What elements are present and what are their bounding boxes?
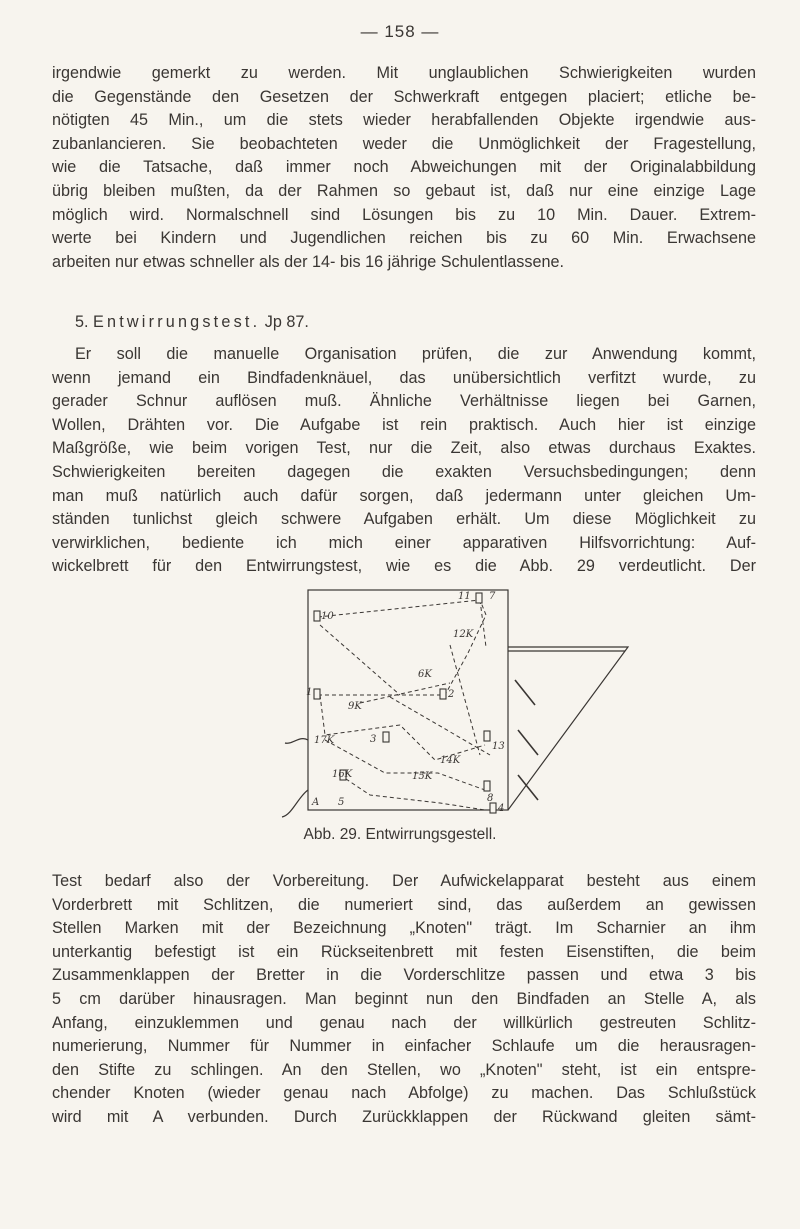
paragraph-3 <box>52 870 756 1130</box>
knot-label: 17K <box>314 735 335 746</box>
slot-label: 13 <box>492 741 505 752</box>
section-heading <box>75 311 675 335</box>
slot-label: 10 <box>321 611 334 622</box>
text-line: Zusammenklappen der Bretter in die Vorderschlitze passen und etwa 3 bis <box>52 966 756 985</box>
knot-label: 16K <box>332 769 353 780</box>
text-line: Anfang, einzuklemmen und genau nach der willkürlich gestreuten Schlitz- <box>52 1013 756 1032</box>
pin-mark <box>518 775 538 800</box>
text-line: man muß natürlich auch dafür sorgen, daß jedermann unter gleichen Um- <box>52 486 756 505</box>
text-line: chender Knoten (wieder genau nach Abfolge) zu machen. Das Schlußstück <box>52 1084 756 1103</box>
knot-label: 9K <box>348 701 362 712</box>
paragraph-2 <box>52 343 756 579</box>
slot-label: 2 <box>448 689 455 700</box>
figure-caption: Abb. 29. Entwirrungsgestell. <box>303 826 497 843</box>
knot-label: 6K <box>418 669 432 680</box>
text-line: Stellen Marken mit der Bezeichnung „Knoten" trägt. Im Scharnier an ihm <box>52 919 756 938</box>
slot-label: 8 <box>487 793 494 804</box>
text-line: irgendwie gemerkt zu werden. Mit unglaublichen Schwierigkeiten wurden <box>52 64 756 82</box>
text-line: die Gegenstände den Gesetzen der Schwerkraft entgegen placiert; etliche be- <box>52 87 756 106</box>
paragraph-1 <box>52 62 756 274</box>
text-line: 5 cm darüber hinausragen. Man beginnt nun den Bindfaden an Stelle A, als <box>52 989 756 1008</box>
section-title: Entwirrungstest. <box>93 313 261 331</box>
text-line: wird mit A verbunden. Durch Zurückklappen der Rückwand gleiten sämt- <box>52 1107 756 1126</box>
text-line: Vorderbrett mit Schlitzen, die numeriert sind, das außerdem an gewissen <box>52 895 756 914</box>
text-line: unterkantig befestigt ist ein Rückseitenbrett mit festen Eisenstiften, die beim <box>52 942 756 961</box>
slot-label: 5 <box>338 797 345 808</box>
text-line: Test bedarf also der Vorbereitung. Der Aufwickelapparat besteht aus einem <box>52 872 756 890</box>
text-line: gerader Schnur auflösen muß. Ähnliche Verhältnisse liegen bei Garnen, <box>52 392 756 411</box>
text-line: ständen tunlichst gleich schwere Aufgaben erhält. Um diese Möglichkeit zu <box>52 510 756 529</box>
text-line: zubanlancieren. Sie beobachteten weder die Unmöglichkeit der Fragestellung, <box>52 134 756 153</box>
string-curve <box>285 739 308 744</box>
slot-markers <box>314 593 496 813</box>
slot-label: 11 <box>458 591 471 602</box>
section-reference: Jp 87. <box>264 313 309 331</box>
section-number: 5. <box>75 313 89 331</box>
text-line: wie die Tatsache, daß immer noch Abweichungen mit der Originalabbildung <box>52 158 756 177</box>
slot-label: 3 <box>370 734 377 745</box>
slot-label: 7 <box>489 591 496 602</box>
text-line: verwirklichen, bediente ich mich einer apparativen Hilfsvorrichtung: Auf- <box>52 533 756 552</box>
knot-label: 12K <box>453 629 474 640</box>
string-curve <box>282 790 308 817</box>
text-line: arbeiten nur etwas schneller als der 14- bis 16 jährige Schulentlassene. <box>52 252 565 271</box>
untangling-board-figure <box>280 585 640 845</box>
text-line: den Stifte zu schlingen. An den Stellen, wo „Knoten" steht, ist ein entspre- <box>52 1060 756 1079</box>
text-line: möglich wird. Normalschnell sind Lösungen bis zu 10 Min. Dauer. Extrem- <box>52 205 756 224</box>
text-line: wenn jemand ein Bindfadenknäuel, das unübersichtlich verfitzt wurde, zu <box>52 368 756 387</box>
text-line: übrig bleiben mußten, da der Rahmen so gebaut ist, daß nur eine einzige Lage <box>52 181 756 200</box>
slot-label: 1 <box>306 687 313 698</box>
text-line: numerierung, Nummer für Nummer in einfacher Schlaufe um die herausragen- <box>52 1037 756 1056</box>
text-line: Er soll die manuelle Organisation prüfen, die zur Anwendung kommt, <box>75 345 756 363</box>
text-line: Maßgröße, wie beim vorigen Test, nur die Zeit, also etwas durchaus Exaktes. <box>52 439 756 458</box>
text-line: Schwierigkeiten bereiten dagegen die exakten Versuchsbedingungen; denn <box>52 462 756 481</box>
slot-label: 4 <box>498 803 505 814</box>
start-label: A <box>312 797 320 808</box>
knot-label: 14K <box>440 755 461 766</box>
text-line: nötigten 45 Min., um die stets wieder herabfallenden Objekte irgendwie aus- <box>52 111 756 130</box>
pin-mark <box>518 730 538 755</box>
text-line: wickelbrett für den Entwirrungstest, wie es die Abb. 29 verdeutlicht. Der <box>52 557 756 576</box>
text-line: werte bei Kindern und Jugendlichen reichen bis zu 60 Min. Erwachsene <box>52 229 756 248</box>
knot-label: 15K <box>412 771 433 782</box>
page-number: — 158 — <box>360 22 440 41</box>
pin-mark <box>515 680 535 705</box>
text-line: Wollen, Drähten vor. Die Aufgabe ist rein praktisch. Auch hier ist einzige <box>52 415 756 434</box>
